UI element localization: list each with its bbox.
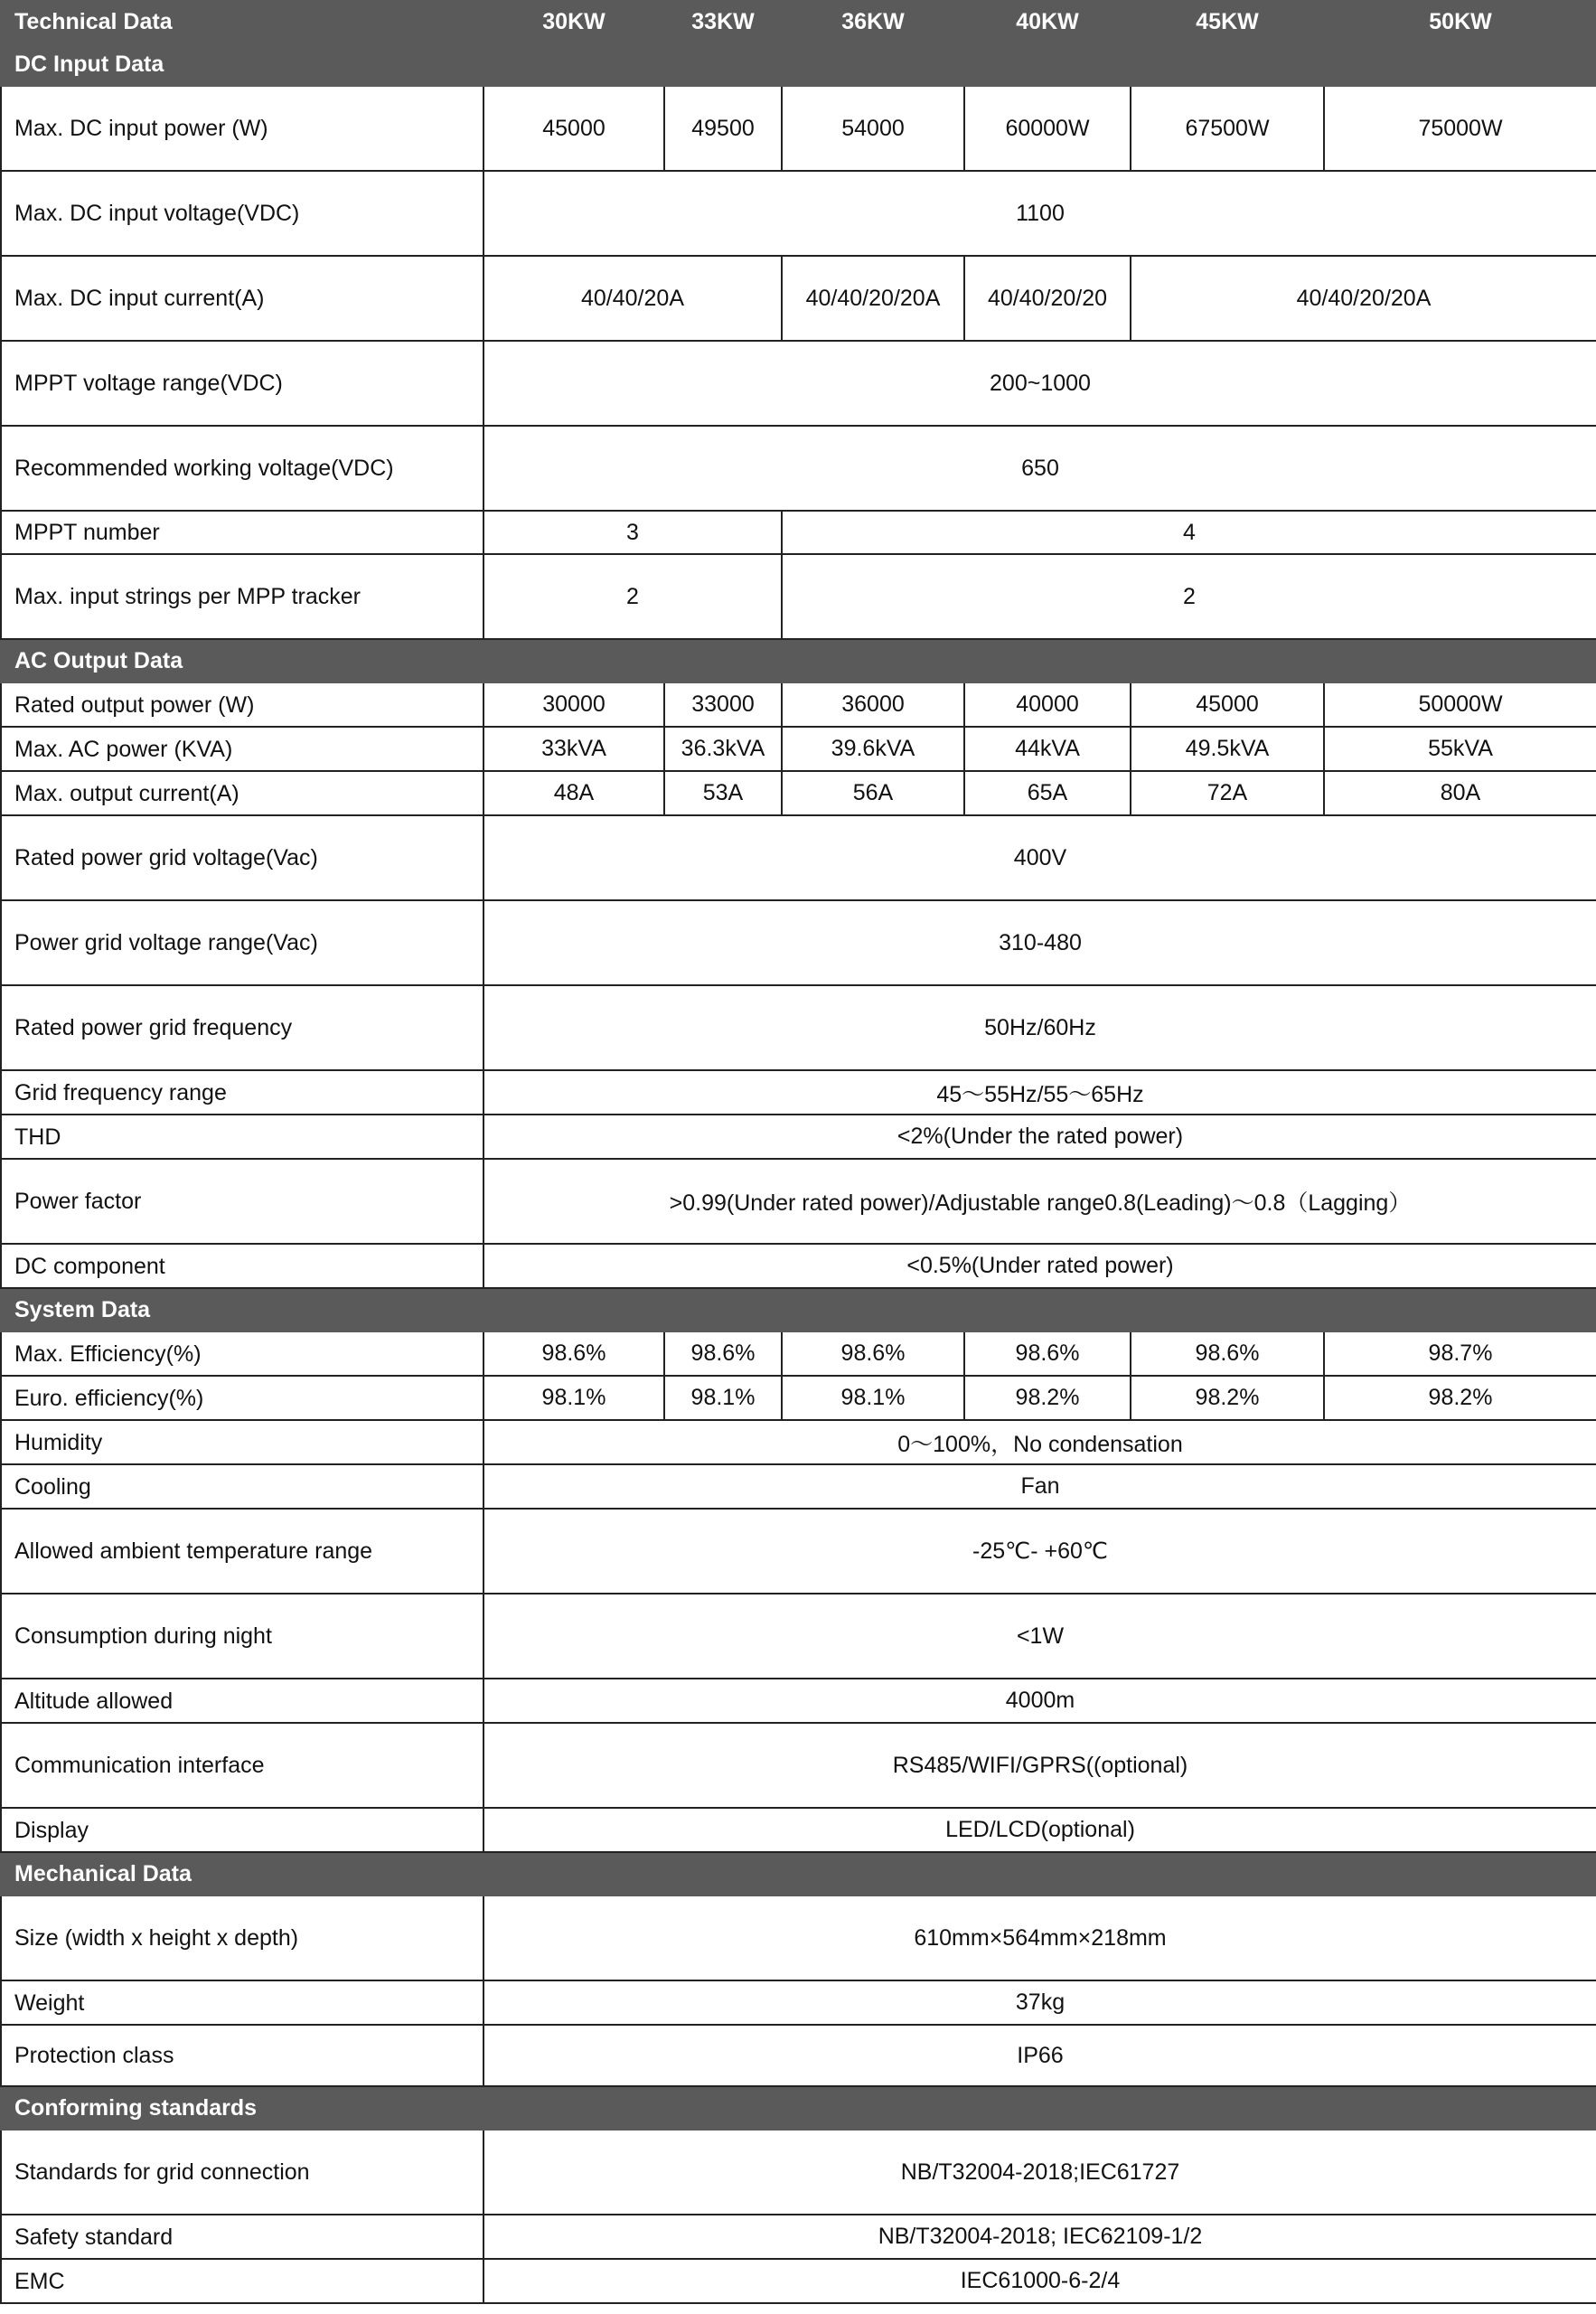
row-label: Cooling xyxy=(1,1464,483,1509)
table-row xyxy=(1,1464,1596,1509)
row-label: DC component xyxy=(1,1244,483,1288)
row-value: 40000 xyxy=(964,682,1131,727)
row-value: 55kVA xyxy=(1324,727,1596,771)
row-value: 98.7% xyxy=(1324,1331,1596,1376)
row-label: Max. DC input current(A) xyxy=(1,256,483,341)
row-label: Standards for grid connection xyxy=(1,2130,483,2215)
model-30kw: 30KW xyxy=(483,1,664,42)
row-label: Allowed ambient temperature range xyxy=(1,1509,483,1594)
section-title: DC Input Data xyxy=(1,42,1596,86)
table-row xyxy=(1,727,1596,771)
row-value: 610mm×564mm×218mm xyxy=(483,1895,1596,1980)
row-label: Grid frequency range xyxy=(1,1070,483,1115)
row-value: <2%(Under the rated power) xyxy=(483,1115,1596,1159)
row-label: Rated power grid voltage(Vac) xyxy=(1,815,483,900)
row-value: 40/40/20/20A xyxy=(1131,256,1596,341)
section-title: System Data xyxy=(1,1288,1596,1331)
row-value: 98.1% xyxy=(483,1376,664,1420)
row-value: 310-480 xyxy=(483,900,1596,985)
row-label: Safety standard xyxy=(1,2215,483,2259)
table-row xyxy=(1,1159,1596,1244)
table-row xyxy=(1,1679,1596,1723)
table-row xyxy=(1,1980,1596,2025)
row-value: 56A xyxy=(782,771,964,815)
table-row xyxy=(1,900,1596,985)
row-value: 40/40/20/20A xyxy=(782,256,964,341)
table-row xyxy=(1,682,1596,727)
table-row xyxy=(1,1808,1596,1852)
row-label: Display xyxy=(1,1808,483,1852)
row-label: Max. DC input power (W) xyxy=(1,86,483,171)
row-value: 65A xyxy=(964,771,1131,815)
model-40kw: 40KW xyxy=(964,1,1131,42)
row-value: 45～55Hz/55～65Hz xyxy=(483,1070,1596,1115)
row-label: Rated power grid frequency xyxy=(1,985,483,1070)
table-row xyxy=(1,1509,1596,1594)
table-header-row xyxy=(1,1,1596,42)
row-value: 650 xyxy=(483,426,1596,511)
row-label: Recommended working voltage(VDC) xyxy=(1,426,483,511)
row-label: Max. DC input voltage(VDC) xyxy=(1,171,483,256)
row-label: EMC xyxy=(1,2259,483,2303)
row-value: 400V xyxy=(483,815,1596,900)
row-value: 0～100%，No condensation xyxy=(483,1420,1596,1464)
row-value: 4 xyxy=(782,511,1596,554)
row-value: 50000W xyxy=(1324,682,1596,727)
row-label: Weight xyxy=(1,1980,483,2025)
row-value: 98.6% xyxy=(782,1331,964,1376)
row-label: THD xyxy=(1,1115,483,1159)
row-value: 98.1% xyxy=(782,1376,964,1420)
row-value: 53A xyxy=(664,771,782,815)
section-title: AC Output Data xyxy=(1,639,1596,682)
table-row xyxy=(1,2130,1596,2215)
row-label: Max. Efficiency(%) xyxy=(1,1331,483,1376)
table-row xyxy=(1,1331,1596,1376)
row-value: 200~1000 xyxy=(483,341,1596,426)
table-row xyxy=(1,554,1596,639)
row-value: <1W xyxy=(483,1594,1596,1679)
row-value: IEC61000-6-2/4 xyxy=(483,2259,1596,2303)
row-value: 98.6% xyxy=(964,1331,1131,1376)
row-value: 45000 xyxy=(1131,682,1324,727)
row-value: IP66 xyxy=(483,2025,1596,2086)
row-value: 36000 xyxy=(782,682,964,727)
row-value: 4000m xyxy=(483,1679,1596,1723)
row-value: 67500W xyxy=(1131,86,1324,171)
row-label: Protection class xyxy=(1,2025,483,2086)
row-label: Max. AC power (KVA) xyxy=(1,727,483,771)
row-value: 98.6% xyxy=(664,1331,782,1376)
row-label: Size (width x height x depth) xyxy=(1,1895,483,1980)
spec-table-body xyxy=(1,1,1596,2303)
model-45kw: 45KW xyxy=(1131,1,1324,42)
section-header-conforming-standards xyxy=(1,2086,1596,2130)
row-value: 44kVA xyxy=(964,727,1131,771)
row-label: Power grid voltage range(Vac) xyxy=(1,900,483,985)
row-value: 2 xyxy=(483,554,782,639)
row-value: 72A xyxy=(1131,771,1324,815)
row-value: 33000 xyxy=(664,682,782,727)
table-row xyxy=(1,256,1596,341)
table-row xyxy=(1,86,1596,171)
row-label: Power factor xyxy=(1,1159,483,1244)
row-value: 75000W xyxy=(1324,86,1596,171)
row-label: Euro. efficiency(%) xyxy=(1,1376,483,1420)
row-value: 39.6kVA xyxy=(782,727,964,771)
section-header-dc-input-data xyxy=(1,42,1596,86)
row-value: 40/40/20/20 xyxy=(964,256,1131,341)
row-value: 36.3kVA xyxy=(664,727,782,771)
row-value: NB/T32004-2018;IEC61727 xyxy=(483,2130,1596,2215)
table-row xyxy=(1,2215,1596,2259)
row-value: 48A xyxy=(483,771,664,815)
row-label: Consumption during night xyxy=(1,1594,483,1679)
row-value: 33kVA xyxy=(483,727,664,771)
table-row xyxy=(1,1115,1596,1159)
row-label: Altitude allowed xyxy=(1,1679,483,1723)
row-label: MPPT number xyxy=(1,511,483,554)
header-label: Technical Data xyxy=(1,1,483,42)
row-value: 50Hz/60Hz xyxy=(483,985,1596,1070)
row-value: 60000W xyxy=(964,86,1131,171)
section-title: Conforming standards xyxy=(1,2086,1596,2130)
table-row xyxy=(1,426,1596,511)
row-value: 37kg xyxy=(483,1980,1596,2025)
table-row xyxy=(1,2025,1596,2086)
row-value: 98.2% xyxy=(964,1376,1131,1420)
row-value: 98.1% xyxy=(664,1376,782,1420)
row-value: RS485/WIFI/GPRS((optional) xyxy=(483,1723,1596,1808)
section-header-ac-output-data xyxy=(1,639,1596,682)
model-50kw: 50KW xyxy=(1324,1,1596,42)
row-value: <0.5%(Under rated power) xyxy=(483,1244,1596,1288)
row-value: NB/T32004-2018; IEC62109-1/2 xyxy=(483,2215,1596,2259)
table-row xyxy=(1,1895,1596,1980)
section-header-mechanical-data xyxy=(1,1852,1596,1895)
table-row xyxy=(1,171,1596,256)
row-value: 54000 xyxy=(782,86,964,171)
row-value: >0.99(Under rated power)/Adjustable range0.8(Leading)～0.8（Lagging） xyxy=(483,1159,1596,1244)
row-value: 98.6% xyxy=(483,1331,664,1376)
row-value: 80A xyxy=(1324,771,1596,815)
table-row xyxy=(1,985,1596,1070)
table-row xyxy=(1,1594,1596,1679)
row-value: Fan xyxy=(483,1464,1596,1509)
row-value: 45000 xyxy=(483,86,664,171)
row-label: Rated output power (W) xyxy=(1,682,483,727)
table-row xyxy=(1,511,1596,554)
model-36kw: 36KW xyxy=(782,1,964,42)
row-value: 98.6% xyxy=(1131,1331,1324,1376)
row-value: 30000 xyxy=(483,682,664,727)
row-label: Max. output current(A) xyxy=(1,771,483,815)
row-value: 49500 xyxy=(664,86,782,171)
row-value: LED/LCD(optional) xyxy=(483,1808,1596,1852)
row-label: Humidity xyxy=(1,1420,483,1464)
section-title: Mechanical Data xyxy=(1,1852,1596,1895)
table-row xyxy=(1,1244,1596,1288)
table-row xyxy=(1,1376,1596,1420)
row-label: Max. input strings per MPP tracker xyxy=(1,554,483,639)
row-value: 49.5kVA xyxy=(1131,727,1324,771)
table-row xyxy=(1,2259,1596,2303)
row-label: Communication interface xyxy=(1,1723,483,1808)
row-value: 98.2% xyxy=(1324,1376,1596,1420)
row-value: 40/40/20A xyxy=(483,256,782,341)
row-label: MPPT voltage range(VDC) xyxy=(1,341,483,426)
table-row xyxy=(1,1420,1596,1464)
table-row xyxy=(1,771,1596,815)
section-header-system-data xyxy=(1,1288,1596,1331)
row-value: 98.2% xyxy=(1131,1376,1324,1420)
table-row xyxy=(1,1723,1596,1808)
model-33kw: 33KW xyxy=(664,1,782,42)
row-value: 2 xyxy=(782,554,1596,639)
row-value: -25℃- +60℃ xyxy=(483,1509,1596,1594)
row-value: 1100 xyxy=(483,171,1596,256)
row-value: 3 xyxy=(483,511,782,554)
table-row xyxy=(1,815,1596,900)
table-row xyxy=(1,1070,1596,1115)
table-row xyxy=(1,341,1596,426)
